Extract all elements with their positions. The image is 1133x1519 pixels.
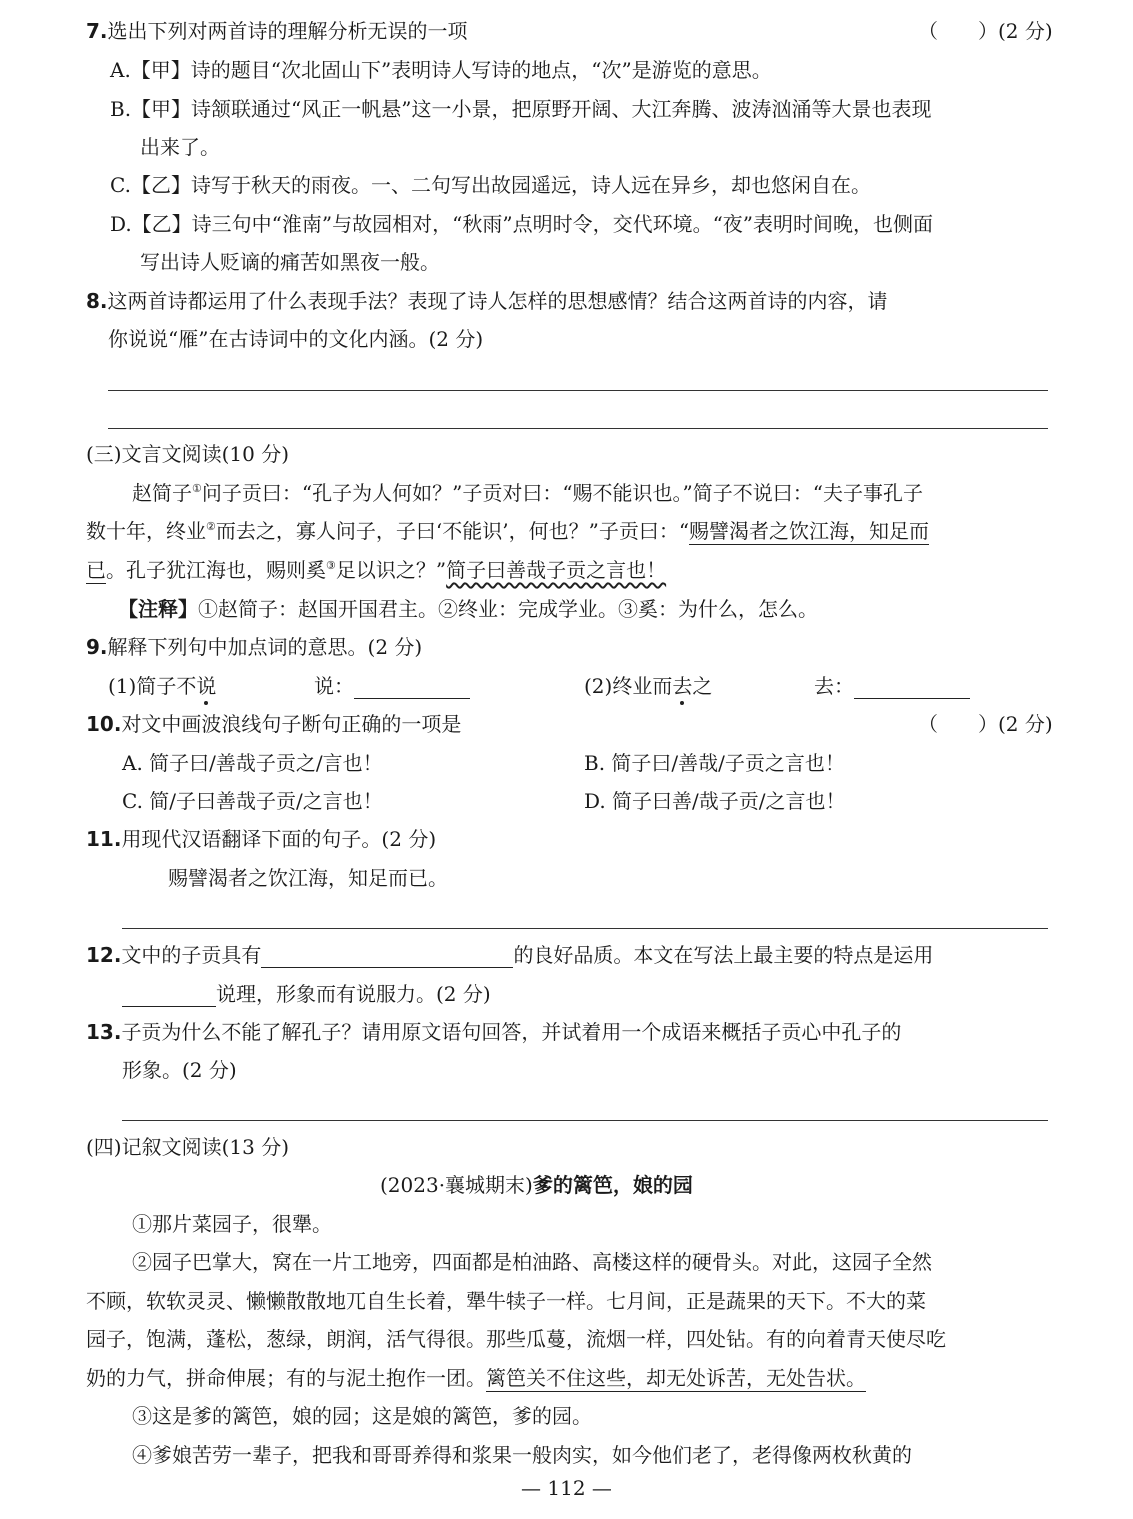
q13-line2: 形象。(2 分) <box>122 1058 237 1082</box>
q9-item-1: (1)简子不说 <box>108 674 217 698</box>
q10-option-a: A. 简子曰/善哉子贡之/言也！ <box>122 751 383 775</box>
q12-line1: 12.文中的子贡具有 的良好品质。本文在写法上最主要的特点是运用 <box>86 943 934 967</box>
passage-4-p2-line2: 不顾，软软灵灵、懒懒散散地兀自生长着，犟牛犊子一样。七月间，正是蔬果的天下。不大的菜 <box>86 1289 926 1313</box>
q9-item-1-answer: 说： <box>314 673 470 699</box>
passage-4-p1: ①那片菜园子，很犟。 <box>132 1212 332 1236</box>
q7-option-d-cont: 写出诗人贬谪的痛苦如黑夜一般。 <box>140 250 440 274</box>
q7-stem: 7.选出下列对两首诗的理解分析无误的一项 <box>86 19 468 43</box>
q12-blank-1[interactable] <box>261 947 513 968</box>
q7-option-b: B.【甲】诗颔联通过“风正一帆悬”这一小景，把原野开阔、大江奔腾、波涛汹涌等大景也表现 <box>110 97 932 121</box>
q8-answer-line-2[interactable] <box>108 428 1048 429</box>
q9-item-2: (2)终业而去之 <box>584 674 713 698</box>
q10-option-c: C. 简/子曰善哉子贡/之言也！ <box>122 789 383 813</box>
q10-option-d: D. 简子曰善/哉子贡/之言也！ <box>584 789 846 813</box>
q8-answer-line-1[interactable] <box>108 390 1048 391</box>
q9-stem: 9.解释下列句中加点词的意思。(2 分) <box>86 635 423 659</box>
q9-item-2-answer: 去： <box>814 673 970 699</box>
q11-stem: 11.用现代汉语翻译下面的句子。(2 分) <box>86 827 437 851</box>
underlined-sentence-2: 篱笆关不住这些，却无处诉苦，无处告状。 <box>486 1366 866 1390</box>
q7-option-b-cont: 出来了。 <box>140 135 220 159</box>
passage-3-line3: 已。孔子犹江海也，赐则奚③足以识之？”简子曰善哉子贡之言也！ <box>86 558 667 582</box>
q10-stem: 10.对文中画波浪线句子断句正确的一项是 <box>86 712 462 736</box>
q12-blank-2[interactable] <box>122 986 216 1007</box>
passage-4-title: (2023·襄城期末)爹的篱笆，娘的园 <box>380 1173 693 1197</box>
passage-3-line2: 数十年，终业②而去之，寡人问子，子曰‘不能识’，何也？”子贡曰：“赐譬渴者之饮江海，知足而 <box>86 519 930 543</box>
page-number: — 112 — <box>521 1476 612 1500</box>
q11-sentence: 赐譬渴者之饮江海，知足而已。 <box>168 866 448 890</box>
q9-blank-1[interactable] <box>354 678 470 699</box>
passage-4-p2-line3: 园子，饱满，蓬松，葱绿，朗润，活气得很。那些瓜蔓，流烟一样，四处钻。有的向着青天使尽吃 <box>86 1327 946 1351</box>
passage-4-p2-line1: ②园子巴掌大，窝在一片工地旁，四面都是柏油路、高楼这样的硬骨头。对此，这园子全然 <box>132 1250 932 1274</box>
underlined-sentence: 赐譬渴者之饮江海，知足而 <box>689 519 930 543</box>
q8-line1: 8.这两首诗都运用了什么表现手法？表现了诗人怎样的思想感情？结合这两首诗的内容，请 <box>86 289 888 313</box>
section-4-heading: (四)记叙文阅读(13 分) <box>86 1135 290 1159</box>
q7-option-a: A.【甲】诗的题目“次北固山下”表明诗人写诗的地点，“次”是游览的意思。 <box>110 58 772 82</box>
passage-4-p4: ④爹娘苦劳一辈子，把我和哥哥养得和浆果一般肉实，如今他们老了，老得像两枚秋黄的 <box>132 1443 912 1467</box>
wavy-underlined-sentence: 简子曰善哉子贡之言也！ <box>446 558 667 582</box>
q13-answer-line[interactable] <box>122 1120 1048 1121</box>
q10-score: （ ）(2 分) <box>918 712 1053 736</box>
section-3-heading: (三)文言文阅读(10 分) <box>86 442 290 466</box>
passage-4-p3: ③这是爹的篱笆，娘的园；这是娘的篱笆，爹的园。 <box>132 1404 592 1428</box>
q9-blank-2[interactable] <box>854 678 970 699</box>
q8-line2: 你说说“雁”在古诗词中的文化内涵。(2 分) <box>108 327 484 351</box>
q10-option-b: B. 简子曰/善哉/子贡之言也！ <box>584 751 845 775</box>
q11-answer-line[interactable] <box>122 928 1048 929</box>
q13-line1: 13.子贡为什么不能了解孔子？请用原文语句回答，并试着用一个成语来概括子贡心中孔子的 <box>86 1020 902 1044</box>
q12-line2: 说理，形象而有说服力。(2 分) <box>122 981 491 1007</box>
q7-option-c: C.【乙】诗写于秋天的雨夜。一、二句写出故园遥远，诗人远在异乡，却也悠闲自在。 <box>110 173 871 197</box>
q7-score: （ ）(2 分) <box>918 19 1053 43</box>
passage-3-line1: 赵简子①问子贡曰：“孔子为人何如？”子贡对曰：“赐不能识也。”简子不说曰：“夫子事孔子 <box>132 481 923 505</box>
q7-option-d: D.【乙】诗三句中“淮南”与故园相对，“秋雨”点明时令，交代环境。“夜”表明时间晚，也侧面 <box>110 212 934 236</box>
passage-3-notes: 【注释】①赵简子：赵国开国君主。②终业：完成学业。③奚：为什么，怎么。 <box>118 597 818 621</box>
passage-4-p2-line4: 奶的力气，拼命伸展；有的与泥土抱作一团。篱笆关不住这些，却无处诉苦，无处告状。 <box>86 1366 866 1390</box>
